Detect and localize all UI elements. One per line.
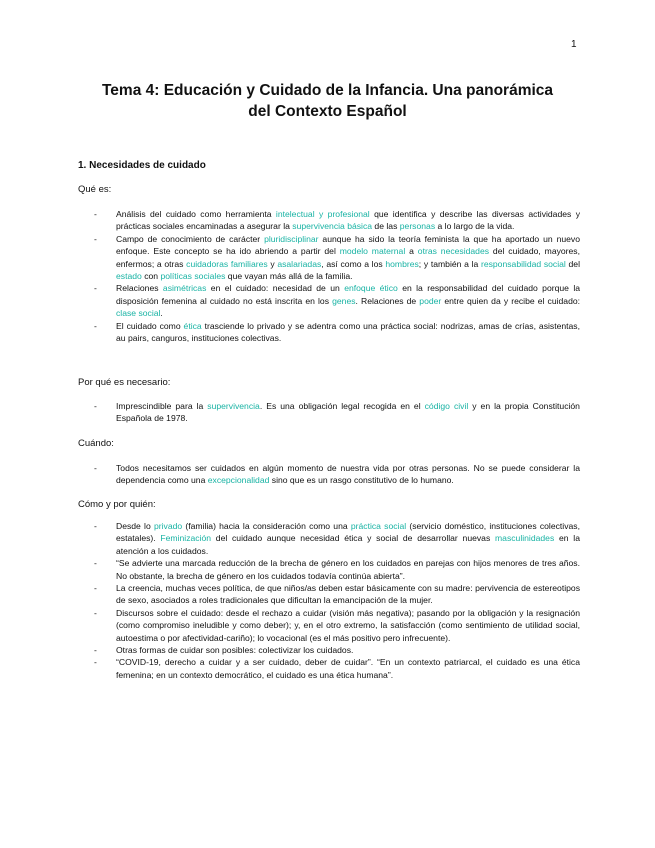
list-item: - Análisis del cuidado como herramienta intelectual y profesional que identifica y describe las diversas actividades y prácticas sociales encaminadas a asegurar la supervivencia básica de las personas a lo largo de la vida. [94,209,580,232]
list-item: - Imprescindible para la supervivencia. Es una obligación legal recogida en el código civil y en la propia Constitución Española de 1978. [94,401,580,424]
como-list [78,520,580,681]
section-heading: 1. Necesidades de cuidado [78,160,206,171]
list-item: - Todos necesitamos ser cuidados en algún momento de nuestra vida por otras personas. No se puede considerar la dependencia como una excepcionalidad sino que es un rasgo constitutivo de lo humano. [94,463,580,486]
por-que-heading: Por qué es necesario: [78,377,171,388]
title-line-2: del Contexto Español [248,103,407,120]
que-es-heading: Qué es: [78,184,112,195]
list-item: - El cuidado como ética trasciende lo privado y se adentra como una práctica social: nodrizas, amas de crías, asistentas, au pairs, canguros, instituciones colectivas. [94,320,580,344]
por-que-list [78,400,580,425]
title-line-1: Tema 4: Educación y Cuidado de la Infancia. Una panorámica [101,82,554,99]
list-item: - Otras formas de cuidar son posibles: colectivizar los cuidados. [94,645,354,656]
que-es-list [78,208,580,344]
list-item: - Desde lo privado (familia) hacia la consideración como una práctica social (servicio doméstico, instituciones colectivas, estatales). Feminización del cuidado aunque necesidad ética y social de desarrollar nuevas masculinidades en la atención a los cuidados. [94,521,580,556]
list-item: - “Se advierte una marcada reducción de la brecha de género en los cuidados en parejas con hijos menores de tres años. No obstante, la brecha de género en los cuidados todavía continúa abierta”. [94,558,580,581]
list-item: - Discursos sobre el cuidado: desde el rechazo a cuidar (visión más negativa); pasando por la obligación y la resignación (como compromiso ineludible y como deber); y, en el otro extremo, la satisfacción (como sentimiento de utilidad social, autoestima o por afectividad-cariño); lo vocacional (es el más positivo pero infrecuente). [94,607,580,643]
document-title [60,80,595,122]
page-number: 1 [571,39,577,50]
list-item: - La creencia, muchas veces política, de que niños/as deben estar básicamente con su madre: pervivencia de estereotipos de sexo, asociados a roles tradicionales que dificultan la emancipación de la mujer. [94,583,580,606]
list-item: - Relaciones asimétricas en el cuidado: necesidad de un enfoque ético en la responsabilidad del cuidado porque la disposición femenina al cuidado no está inscrita en los genes. Relaciones de poder entre quien da y recibe el cuidado: clase social. [94,283,581,319]
list-item: - Campo de conocimiento de carácter pluridisciplinar aunque ha sido la teoría feminista la que ha aportado un nuevo enfoque. Este concepto se ha ido abriendo a partir del modelo maternal a otras necesidades del cuidado, mayores, enfermos; a otras cuidadoras familiares y asalariadas, así como a los hombres; y también a la responsabilidad social del estado con políticas sociales que vayan más allá de la familia. [94,233,580,282]
cuando-heading: Cuándo: [78,438,114,449]
list-item: - “COVID-19, derecho a cuidar y a ser cuidado, deber de cuidar”. “En un contexto patriarcal, el cuidado es una ética femenina; en un contexto democrático, el cuidado es una ética humana”. [94,657,580,680]
cuando-list [78,462,580,487]
como-heading: Cómo y por quién: [78,499,156,510]
